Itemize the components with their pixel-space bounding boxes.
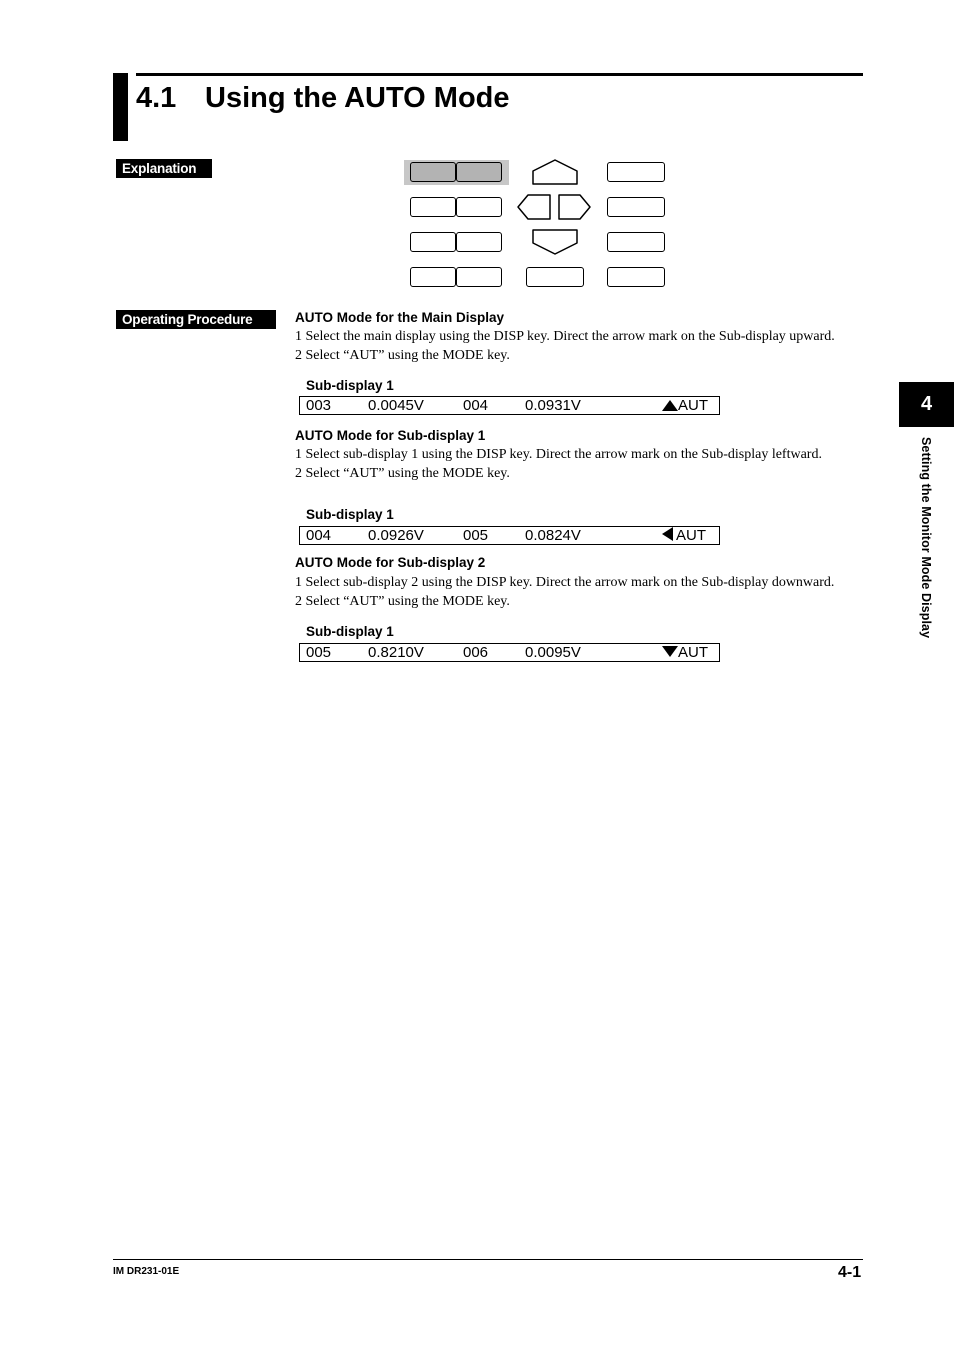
explanation-label: Explanation: [116, 159, 212, 178]
sub-display-label: Sub-display 1: [306, 624, 394, 639]
sub-display-readout: [299, 526, 720, 545]
channel-value: 0.8210V: [368, 644, 424, 661]
key-right-col-1[interactable]: [607, 162, 665, 182]
down-arrow-key[interactable]: [533, 230, 577, 254]
channel-number: 004: [306, 527, 332, 544]
chapter-tab: 4: [899, 382, 954, 427]
sub-display-label: Sub-display 1: [306, 507, 394, 522]
key-right-col-4[interactable]: [607, 267, 665, 287]
mode-indicator: AUT: [676, 527, 706, 544]
title-rule: [136, 73, 863, 76]
section-heading-main-display: AUTO Mode for the Main Display: [295, 310, 505, 325]
up-arrow-key[interactable]: [533, 160, 577, 184]
channel-number: 006: [463, 644, 489, 661]
up-triangle-icon: [662, 400, 678, 411]
key-row3-a[interactable]: [410, 232, 456, 252]
left-triangle-icon: [662, 527, 673, 541]
channel-value: 0.0045V: [368, 397, 424, 414]
page-title: Using the AUTO Mode: [205, 82, 510, 114]
channel-number: 005: [463, 527, 489, 544]
footer-rule: [113, 1259, 863, 1260]
section-number: 4.1: [136, 82, 177, 114]
key-row4-b[interactable]: [456, 267, 502, 287]
keypad-illustration: [404, 157, 670, 293]
mode-indicator: AUT: [678, 644, 708, 661]
step-text: 2 Select “AUT” using the MODE key.: [295, 466, 510, 481]
document-id: IM DR231-01E: [113, 1266, 180, 1277]
channel-value: 0.0931V: [525, 397, 581, 414]
step-text: 1 Select sub-display 2 using the DISP key. Direct the arrow mark on the Sub-display downward.: [295, 575, 835, 590]
channel-value: 0.0824V: [525, 527, 581, 544]
sub-display-readout: [299, 396, 720, 415]
down-triangle-icon: [662, 646, 678, 657]
mode-key[interactable]: [456, 162, 502, 182]
step-text: 1 Select the main display using the DISP key. Direct the arrow mark on the Sub-display upward.: [295, 329, 835, 344]
channel-value: 0.0926V: [368, 527, 424, 544]
disp-key[interactable]: [410, 162, 456, 182]
channel-value: 0.0095V: [525, 644, 581, 661]
key-right-col-3[interactable]: [607, 232, 665, 252]
sub-display-readout: [299, 643, 720, 662]
step-text: 2 Select “AUT” using the MODE key.: [295, 348, 510, 363]
step-text: 1 Select sub-display 1 using the DISP key. Direct the arrow mark on the Sub-display leftward.: [295, 447, 822, 462]
arrow-keys: [516, 157, 594, 257]
title-bar-marker: [113, 73, 128, 141]
channel-number: 004: [463, 397, 489, 414]
key-row2-a[interactable]: [410, 197, 456, 217]
chapter-tab-title: Setting the Monitor Mode Display: [919, 437, 933, 639]
section-heading-sub-display-2: AUTO Mode for Sub-display 2: [295, 555, 486, 570]
sub-display-label: Sub-display 1: [306, 378, 394, 393]
key-row3-b[interactable]: [456, 232, 502, 252]
left-arrow-key[interactable]: [518, 195, 550, 219]
channel-number: 005: [306, 644, 332, 661]
key-row4-a[interactable]: [410, 267, 456, 287]
section-heading-sub-display-1: AUTO Mode for Sub-display 1: [295, 428, 486, 443]
right-arrow-key[interactable]: [559, 195, 590, 219]
operating-procedure-label: Operating Procedure: [116, 310, 276, 329]
enter-key[interactable]: [526, 267, 584, 287]
key-row2-b[interactable]: [456, 197, 502, 217]
mode-indicator: AUT: [678, 397, 708, 414]
channel-number: 003: [306, 397, 332, 414]
step-text: 2 Select “AUT” using the MODE key.: [295, 594, 510, 609]
page-number: 4-1: [838, 1264, 862, 1281]
key-right-col-2[interactable]: [607, 197, 665, 217]
